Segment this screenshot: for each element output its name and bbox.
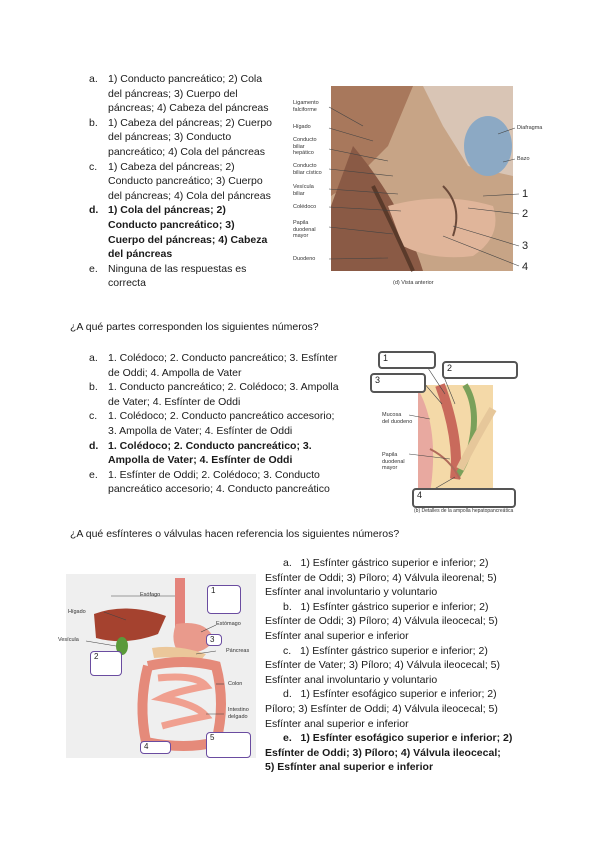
box-number-4-q3: 4 <box>144 742 149 751</box>
q2-option-a[interactable] <box>89 351 354 380</box>
label-colon: Colon <box>228 681 243 687</box>
q1-option-b[interactable] <box>89 116 289 160</box>
option-text-line: del páncreas; 3) Conducto <box>108 131 232 144</box>
q1-option-c[interactable] <box>89 160 289 204</box>
figure-caption-2: (b) Detalles de la ampolla hepatopancreática <box>414 508 514 514</box>
label-biliar-cistico: biliar cístico <box>293 169 322 176</box>
option-marker: a. <box>89 73 98 85</box>
figure-digestive-system <box>58 574 256 758</box>
option-first-line <box>265 687 545 702</box>
q2-option-b[interactable] <box>89 380 354 409</box>
box-number-2-q3: 2 <box>94 652 99 661</box>
label-vesicula: Vesícula <box>293 184 314 190</box>
option-marker: e. <box>89 262 98 275</box>
option-text-line: Esfínter de Oddi; 3) Píloro; 4) Válvula ileorenal; 5) <box>265 571 497 584</box>
option-first-line <box>265 556 545 571</box>
option-text-line: Esfínter de Vater; 3) Píloro; 4) Válvula ileocecal; 5) <box>265 659 500 672</box>
option-marker: c. <box>283 644 292 657</box>
box-number-4: 4 <box>417 490 423 500</box>
label-biliar: biliar <box>293 143 305 150</box>
label-duodeno: Duodeno <box>293 256 316 262</box>
label-diafragma: Diafragma <box>517 125 543 131</box>
option-marker: b. <box>283 600 292 613</box>
option-text-line: 3. Ampolla de Vater; 4. Esfínter de Oddi <box>108 424 293 437</box>
option-marker: d. <box>89 204 99 217</box>
option-marker: e. <box>89 468 98 481</box>
q3-option-d[interactable] <box>265 687 545 731</box>
label-del-duodeno: del duodeno <box>382 418 413 425</box>
option-text-line: del páncreas; 4) Cola del páncreas <box>108 189 271 202</box>
label-delgado: delgado <box>228 713 248 720</box>
question-3-options <box>265 556 545 775</box>
option-marker: a. <box>283 557 292 569</box>
label-higado-3: Hígado <box>68 609 86 615</box>
option-first-line <box>265 600 545 615</box>
option-text-line: Esfínter de Oddi; 3) Píloro; 4) Válvula ileocecal; <box>265 746 501 759</box>
label-ligamento: Ligamento <box>293 100 319 106</box>
q2-option-d[interactable] <box>89 439 354 468</box>
q1-option-a[interactable] <box>89 72 289 116</box>
option-text-line: páncreas; 4) Cabeza del páncreas <box>108 102 269 115</box>
option-marker: b. <box>89 381 98 394</box>
option-text-line: 1. Esfínter de Oddi; 2. Colédoco; 3. Conducto <box>108 468 320 481</box>
label-estomago: Estómago <box>216 621 241 627</box>
pancreas-photo <box>293 86 533 291</box>
number-2: 2 <box>522 208 529 220</box>
label-mayor-2: mayor <box>382 465 398 471</box>
label-intestino: Intestino <box>228 707 249 713</box>
label-coledoco: Colédoco <box>293 204 317 210</box>
q3-option-a[interactable] <box>265 556 545 600</box>
option-first-line <box>265 731 545 746</box>
box-number-1-q3: 1 <box>211 586 216 595</box>
option-text-line: Esfínter anal involuntario y voluntario <box>265 673 438 686</box>
question-2-text: ¿A qué partes corresponden los siguientes números? <box>70 321 319 333</box>
figure-pancreas-anterior <box>293 86 543 291</box>
option-first-line <box>265 644 545 659</box>
q3-option-b[interactable] <box>265 600 545 644</box>
option-marker: d. <box>283 688 292 701</box>
label-papila-2: Papila <box>382 452 398 458</box>
option-marker: e. <box>283 732 292 745</box>
option-text-line: 1) Cabeza del páncreas; 2) Cuerpo <box>108 116 273 129</box>
q2-option-c[interactable] <box>89 409 354 438</box>
option-text-line: Esfínter anal superior e inferior <box>265 717 409 730</box>
figure-ampulla <box>370 349 530 515</box>
option-text-line: Esfínter anal superior e inferior <box>265 629 409 642</box>
label-esofago: Esófago <box>140 592 161 598</box>
option-text-line: Píloro; 3) Esfínter de Oddi; 4) Válvula ileocecal; 5) <box>265 702 498 715</box>
option-text-line: 1) Esfínter gástrico superior e inferior; 2) <box>300 557 489 569</box>
option-text-line: 5) Esfínter anal superior e inferior <box>265 761 434 774</box>
number-3: 3 <box>522 240 529 252</box>
label-pancreas: Páncreas <box>226 648 250 654</box>
label-bazo: Bazo <box>517 156 530 162</box>
option-text-line: pancreático; 4) Cola del páncreas <box>108 145 266 158</box>
option-marker: c. <box>89 160 98 173</box>
option-text-line: correcta <box>108 277 146 290</box>
question-3-text: ¿A qué esfínteres o válvulas hacen referencia los siguientes números? <box>70 528 400 540</box>
question-1-options <box>89 72 289 291</box>
option-marker: c. <box>89 410 98 423</box>
figure-caption: (d) Vista anterior <box>393 280 434 286</box>
option-text-line: Conducto pancreático; 3) <box>108 218 235 231</box>
q3-option-e[interactable] <box>265 731 545 775</box>
option-text-line: del páncreas <box>108 248 173 261</box>
label-mayor: mayor <box>293 233 309 239</box>
box-number-1: 1 <box>383 353 389 363</box>
q3-option-c[interactable] <box>265 644 545 688</box>
option-text-line: del páncreas; 3) Cuerpo del <box>108 87 238 100</box>
option-text-line: de Vater; 4. Esfínter de Oddi <box>108 395 241 408</box>
q1-option-d[interactable] <box>89 203 289 261</box>
box-number-3: 3 <box>375 375 381 385</box>
option-text-line: 1) Esfínter esofágico superior e inferior; 2) <box>300 688 497 701</box>
label-papila: Papila <box>293 220 309 226</box>
number-1: 1 <box>522 188 529 200</box>
label-vesicula-3: Vesícula <box>58 637 79 643</box>
option-marker: a. <box>89 352 98 364</box>
box-number-2: 2 <box>447 363 453 373</box>
number-4: 4 <box>522 261 529 273</box>
option-text-line: Ampolla de Vater; 4. Esfínter de Oddi <box>108 454 293 467</box>
option-text-line: 1. Colédoco; 2. Conducto pancreático; 3. <box>108 439 312 452</box>
option-text-line: de Oddi; 4. Ampolla de Vater <box>108 366 242 379</box>
box-number-3-q3: 3 <box>210 635 215 644</box>
option-text-line: 1. Conducto pancreático; 2. Colédoco; 3. Ampolla <box>108 381 339 394</box>
label-conducto-2: Conducto <box>293 163 317 169</box>
label-falciforme: falciforme <box>293 106 317 113</box>
option-text-line: 1) Conducto pancreático; 2) Cola <box>108 73 263 85</box>
question-2-options <box>89 351 354 497</box>
option-text-line: Conducto pancreático; 3) Cuerpo <box>108 175 263 188</box>
q2-option-e[interactable] <box>89 468 354 497</box>
q1-option-e[interactable] <box>89 262 289 291</box>
option-marker: d. <box>89 439 99 452</box>
label-conducto: Conducto <box>293 137 317 143</box>
option-text-line: Ninguna de las respuestas es <box>108 262 247 275</box>
label-biliar-2: biliar <box>293 190 305 197</box>
label-mucosa: Mucosa <box>382 412 402 418</box>
option-text-line: Esfínter de Oddi; 3) Píloro; 4) Válvula ileocecal; 5) <box>265 615 498 628</box>
option-text-line: 1) Esfínter esofágico superior e inferior; 2) <box>300 732 513 745</box>
label-hepatico: hepático <box>293 150 314 156</box>
option-text-line: Cuerpo del páncreas; 4) Cabeza <box>108 233 268 246</box>
option-text-line: 1. Colédoco; 2. Conducto pancreático accesorio; <box>108 410 335 423</box>
option-text-line: 1) Esfínter gástrico superior e inferior; 2) <box>300 600 489 613</box>
label-higado: Hígado <box>293 124 311 130</box>
option-text-line: 1) Esfínter gástrico superior e inferior; 2) <box>299 644 488 657</box>
option-marker: b. <box>89 116 98 129</box>
option-text-line: 1) Cabeza del páncreas; 2) <box>108 160 235 173</box>
option-text-line: pancreático accesorio; 4. Conducto pancreático <box>108 483 330 496</box>
label-duodenal-2: duodenal <box>382 458 405 465</box>
option-text-line: 1. Colédoco; 2. Conducto pancreático; 3. Esfínter <box>108 352 338 364</box>
label-duodenal: duodenal <box>293 226 316 233</box>
option-text-line: 1) Cola del páncreas; 2) <box>108 204 226 217</box>
option-text-line: Esfínter anal involuntario y voluntario <box>265 586 438 599</box>
box-number-5-q3: 5 <box>210 733 215 742</box>
